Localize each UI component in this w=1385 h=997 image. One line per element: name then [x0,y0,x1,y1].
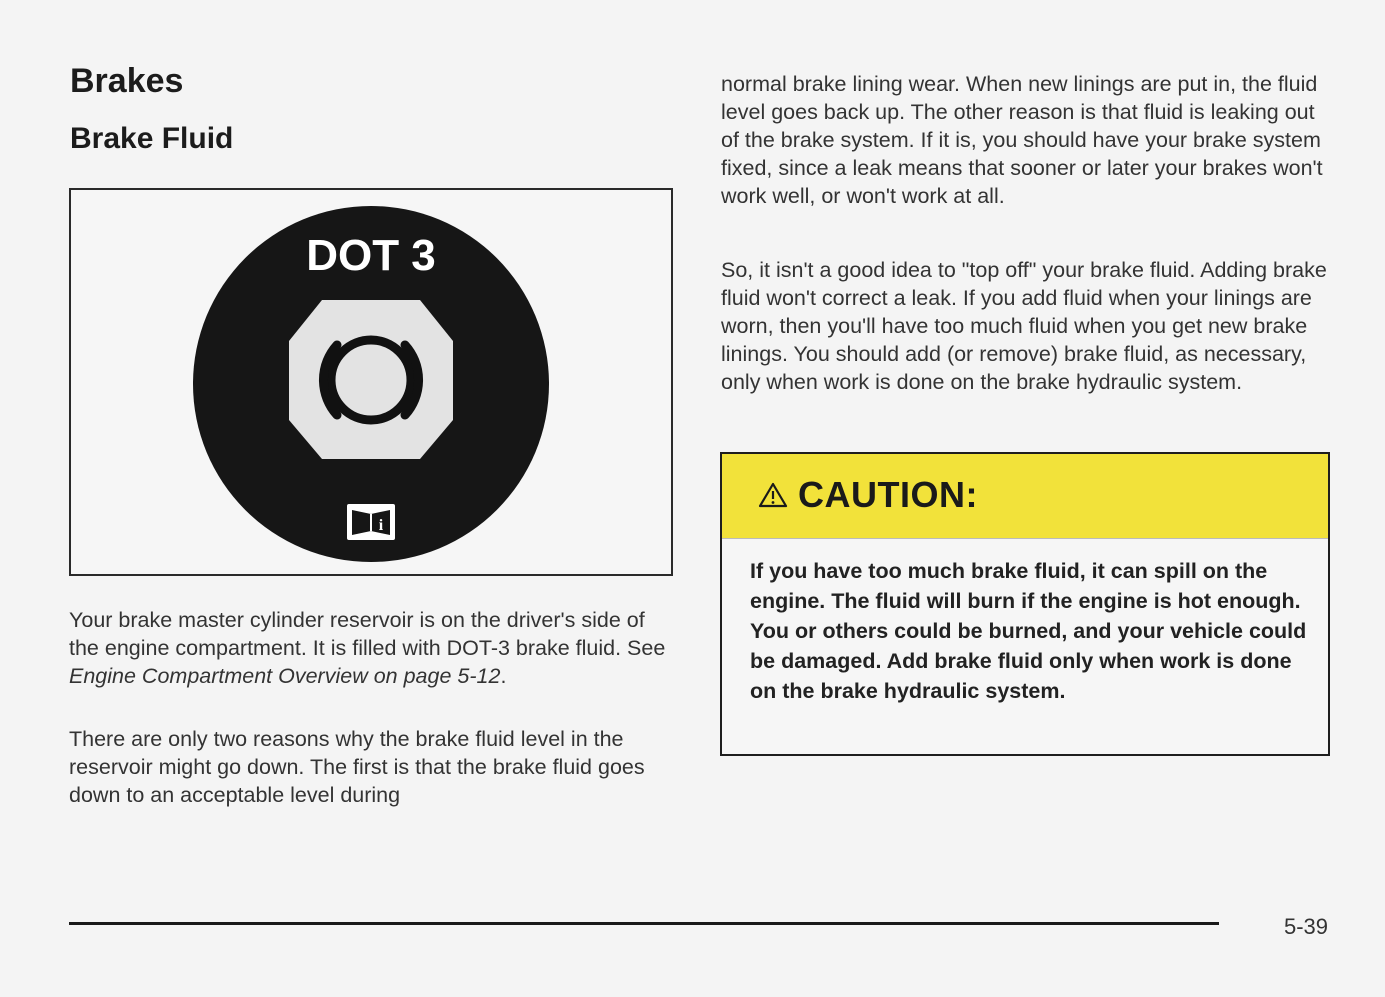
dot3-figure [69,188,673,576]
section-title: Brakes [70,62,184,100]
fluid-level-paragraph: There are only two reasons why the brake fluid level in the reservoir might go down. The first is that the brake fluid goes down to an acceptable level during [69,727,645,807]
subsection-title: Brake Fluid [70,122,234,155]
engine-compartment-link[interactable]: Engine Compartment Overview on page 5-12 [69,664,501,688]
top-off-paragraph: So, it isn't a good idea to "top off" your brake fluid. Adding brake fluid won't correct a leak. If you add fluid when your linings are worn, then you'll have too much fluid when you get new brake linings. You should add (or remove) brake fluid, as necessary, only when work is done on the brake hydraulic system. [721,258,1327,394]
warning-triangle-icon [758,482,788,508]
caution-text: If you have too much brake fluid, it can spill on the engine. The fluid will burn if the engine is hot enough. You or others could be burned, and your vehicle could be damaged. Add brake fluid only when work is done on the brake hydraulic system. [750,559,1307,703]
caution-banner [722,454,1328,539]
dot3-illustration [71,190,671,574]
caution-box [720,452,1330,756]
reservoir-location-paragraph: Your brake master cylinder reservoir is on the driver's side of the engine compartment. It is filled with DOT-3 brake fluid. See Engine Compartment Overview on page 5-12. [69,608,666,688]
caution-title: CAUTION: [798,474,978,515]
lining-wear-paragraph: normal brake lining wear. When new linings are put in, the fluid level goes back up. The other reason is that fluid is leaking out of the brake system. If it is, you should have your brake system fixed, since a leak means that sooner or later your brakes won't work well, or won't work at all. [721,72,1323,208]
brake-warning-icon [289,300,453,459]
footer-rule [69,922,1219,925]
svg-text:i: i [378,517,384,534]
owners-manual-icon [347,504,395,540]
dot3-label: DOT 3 [306,231,436,280]
page-number: 5-39 [1284,914,1329,939]
